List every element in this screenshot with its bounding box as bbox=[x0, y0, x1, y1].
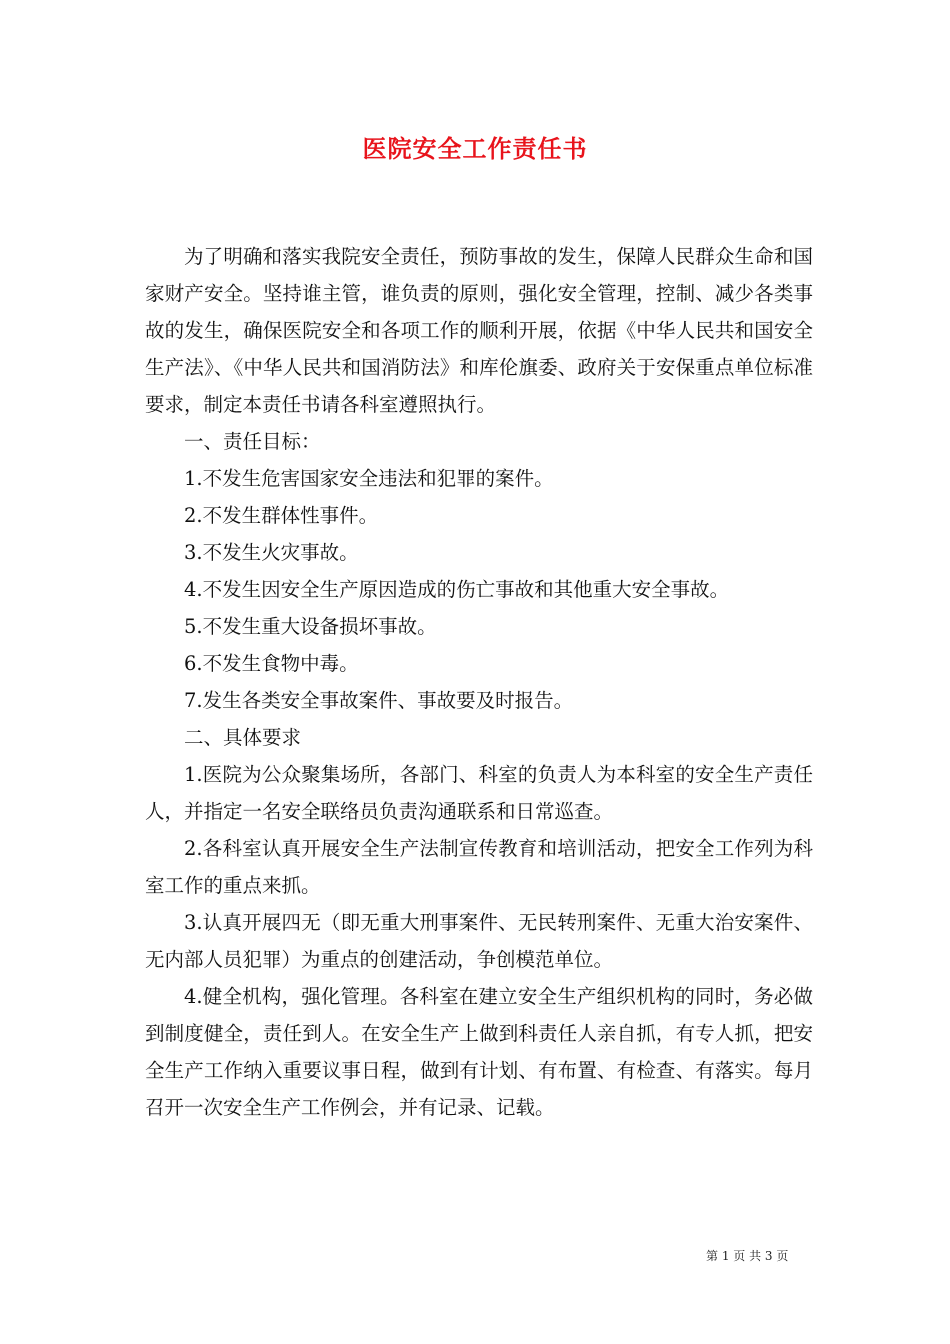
requirement-item-4: 4.健全机构，强化管理。各科室在建立安全生产组织机构的同时，务必做到制度健全，责任到人。在安全生产上做到科责任人亲自抓，有专人抓，把安全生产工作纳入重要议事日程，做到有计划、有布置、有检查、有落实。每月召开一次安全生产工作例会，并有记录、记载。 bbox=[145, 985, 813, 1119]
section-heading-goals: 一、责任目标： bbox=[184, 430, 321, 453]
document-body bbox=[145, 238, 813, 1126]
goal-item-1: 1.不发生危害国家安全违法和犯罪的案件。 bbox=[184, 467, 554, 490]
page-number-footer: 第 1 页 共 3 页 bbox=[706, 1249, 789, 1263]
document-title: 医院安全工作责任书 bbox=[362, 134, 588, 163]
requirement-item-2: 2.各科室认真开展安全生产法制宣传教育和培训活动，把安全工作列为科室工作的重点来抓。 bbox=[145, 837, 813, 897]
goal-item-7: 7.发生各类安全事故案件、事故要及时报告。 bbox=[184, 689, 574, 712]
goal-item-2: 2.不发生群体性事件。 bbox=[184, 504, 379, 527]
requirement-item-1: 1.医院为公众聚集场所，各部门、科室的负责人为本科室的安全生产责任人，并指定一名安全联络员负责沟通联系和日常巡查。 bbox=[145, 763, 813, 823]
requirement-item-3: 3.认真开展四无（即无重大刑事案件、无民转刑案件、无重大治安案件、无内部人员犯罪）为重点的创建活动，争创模范单位。 bbox=[145, 911, 813, 971]
goal-item-3: 3.不发生火灾事故。 bbox=[184, 541, 359, 564]
goal-item-5: 5.不发生重大设备损坏事故。 bbox=[184, 615, 437, 638]
goal-item-6: 6.不发生食物中毒。 bbox=[184, 652, 359, 675]
intro-paragraph: 为了明确和落实我院安全责任，预防事故的发生，保障人民群众生命和国家财产安全。坚持谁主管，谁负责的原则，强化安全管理，控制、减少各类事故的发生，确保医院安全和各项工作的顺利开展，依据《中华人民共和国安全生产法》、《中华人民共和国消防法》和库伦旗委、政府关于安保重点单位标准要求，制定本责任书请各科室遵照执行。 bbox=[145, 245, 813, 416]
section-heading-requirements: 二、具体要求 bbox=[184, 726, 302, 749]
goal-item-4: 4.不发生因安全生产原因造成的伤亡事故和其他重大安全事故。 bbox=[184, 578, 730, 601]
